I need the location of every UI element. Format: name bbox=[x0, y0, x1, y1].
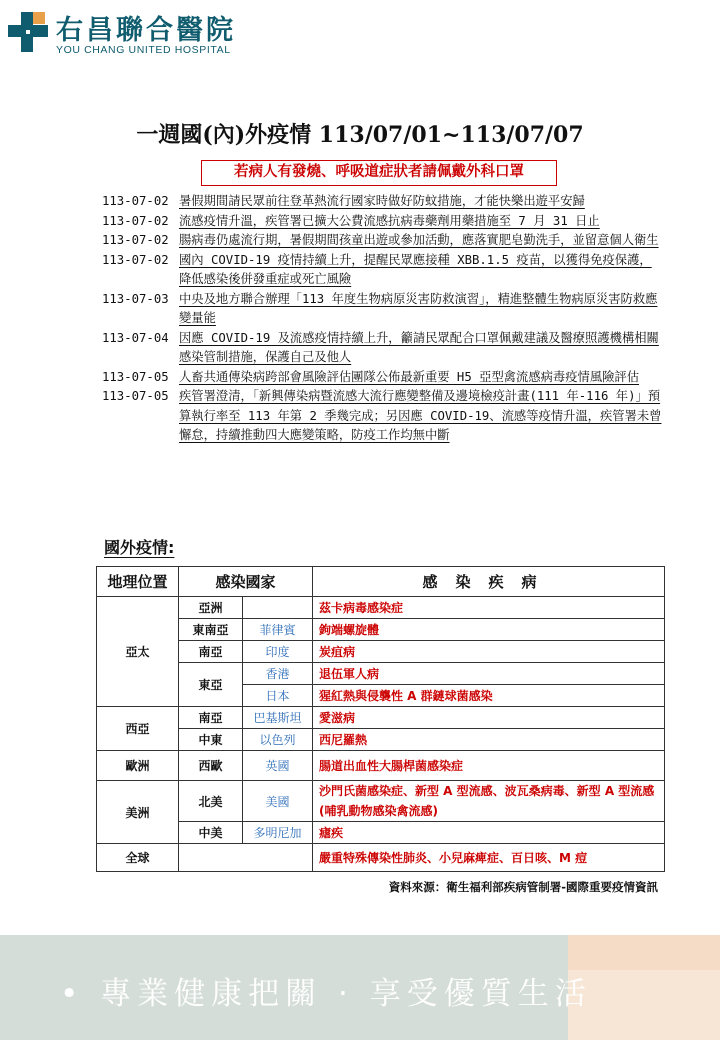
table-row bbox=[97, 641, 665, 663]
region-cell: 西亞 bbox=[97, 707, 179, 751]
table-row bbox=[97, 597, 665, 619]
country-cell: 以色列 bbox=[243, 729, 313, 751]
news-date: 113-07-02 bbox=[102, 252, 169, 267]
news-link[interactable]: 中央及地方聯合辦理「113 年度生物病原災害防救演習」，精進整體生物病原災害防救應變量能 bbox=[179, 291, 658, 325]
disease-cell: 炭疽病 bbox=[313, 641, 665, 663]
country-cell: 日本 bbox=[243, 685, 313, 707]
country-cell: 巴基斯坦 bbox=[243, 707, 313, 729]
data-source: 資料來源：衛生福利部疾病管制署-國際重要疫情資訊 bbox=[388, 880, 658, 894]
header-disease: 感染疾病 bbox=[313, 567, 665, 597]
hospital-name-zh: 右昌聯合醫院 bbox=[56, 15, 236, 46]
disease-cell: 愛滋病 bbox=[313, 707, 665, 729]
table-row bbox=[97, 844, 665, 872]
hospital-logo bbox=[6, 8, 266, 56]
news-link[interactable]: 暑假期間請民眾前往登革熱流行國家時做好防蚊措施，才能快樂出遊平安歸 bbox=[179, 194, 585, 208]
disease-cell: 沙門氏菌感染症、新型 A 型流感、波瓦桑病毒、新型 A 型流感(哺乳動物感染禽流感) bbox=[313, 781, 665, 822]
region-cell: 全球 bbox=[97, 844, 179, 872]
country-cell: 美國 bbox=[243, 781, 313, 822]
disease-cell: 瘧疾 bbox=[313, 822, 665, 844]
country-cell: 英國 bbox=[243, 751, 313, 781]
header-region: 地理位置 bbox=[97, 567, 179, 597]
news-link[interactable]: 因應 COVID-19 及流感疫情持續上升，籲請民眾配合口罩佩戴建議及醫療照護機構相關感染管制措施，保護自己及他人 bbox=[179, 330, 659, 364]
table-row bbox=[97, 751, 665, 781]
table-header-row bbox=[97, 567, 665, 597]
subregion-cell: 中美 bbox=[179, 822, 243, 844]
table-row bbox=[97, 663, 665, 685]
news-item bbox=[102, 387, 662, 446]
country-cell: 多明尼加 bbox=[243, 822, 313, 844]
country-cell: 印度 bbox=[243, 641, 313, 663]
subregion-cell: 中東 bbox=[179, 729, 243, 751]
subregion-cell: 南亞 bbox=[179, 707, 243, 729]
news-date: 113-07-05 bbox=[102, 369, 169, 384]
region-cell: 亞太 bbox=[97, 597, 179, 707]
disease-cell: 西尼羅熱 bbox=[313, 729, 665, 751]
news-item bbox=[102, 251, 662, 290]
subregion-cell: 東亞 bbox=[179, 663, 243, 707]
news-link[interactable]: 國內 COVID-19 疫情持續上升，提醒民眾應接種 XBB.1.5 疫苗，以獲得免疫保護，降低感染後併發重症或死亡風險 bbox=[179, 252, 652, 286]
disease-cell: 鉤端螺旋體 bbox=[313, 619, 665, 641]
empty-cell bbox=[179, 844, 313, 872]
foreign-epidemic-heading: 國外疫情: bbox=[104, 538, 175, 557]
disease-cell: 腸道出血性大腸桿菌感染症 bbox=[313, 751, 665, 781]
news-date: 113-07-02 bbox=[102, 213, 169, 228]
country-cell: 香港 bbox=[243, 663, 313, 685]
footer-slogan: • 專業健康把關 · 享受優質生活 bbox=[60, 976, 592, 1012]
hospital-name-en: YOU CHANG UNITED HOSPITAL bbox=[56, 44, 231, 56]
table-row bbox=[97, 729, 665, 751]
news-date: 113-07-05 bbox=[102, 389, 169, 403]
hospital-cross-icon bbox=[6, 10, 50, 54]
news-link[interactable]: 腸病毒仍處流行期，暑假期間孩童出遊或參加活動，應落實肥皂勤洗手，並留意個人衛生 bbox=[179, 233, 659, 247]
foreign-epidemic-table bbox=[96, 566, 665, 872]
country-cell: 菲律賓 bbox=[243, 619, 313, 641]
news-link[interactable]: 疾管署澄清，「新興傳染病暨流感大流行應變整備及邊境檢疫計畫(111 年-116 年)」預算執行率至 113 年第 2 季幾完成；另因應 COVID-19、流感等疫情升溫，疾管署未曾懈怠，持續推動四大應變策略，防疫工作均無中斷 bbox=[179, 389, 662, 442]
region-cell: 美洲 bbox=[97, 781, 179, 844]
table-row bbox=[97, 781, 665, 822]
subregion-cell: 亞洲 bbox=[179, 597, 243, 619]
news-date: 113-07-03 bbox=[102, 291, 169, 306]
news-link[interactable]: 流感疫情升溫，疾管署已擴大公費流感抗病毒藥劑用藥措施至 7 月 31 日止 bbox=[179, 213, 600, 228]
news-link[interactable]: 人畜共通傳染病跨部會風險評估團隊公佈最新重要 H5 亞型禽流感病毒疫情風險評估 bbox=[179, 369, 640, 384]
news-date: 113-07-02 bbox=[102, 194, 169, 208]
news-item bbox=[102, 231, 662, 251]
news-item bbox=[102, 368, 662, 388]
table-row bbox=[97, 707, 665, 729]
header-country: 感染國家 bbox=[179, 567, 313, 597]
news-item bbox=[102, 212, 662, 232]
disease-cell: 嚴重特殊傳染性肺炎、小兒麻痺症、百日咳、M 痘 bbox=[313, 844, 665, 872]
mask-notice: 若病人有發燒、呼吸道症狀者請佩戴外科口罩 bbox=[201, 160, 557, 186]
subregion-cell: 北美 bbox=[179, 781, 243, 822]
news-item bbox=[102, 290, 662, 329]
table-row bbox=[97, 822, 665, 844]
subregion-cell: 西歐 bbox=[179, 751, 243, 781]
news-item bbox=[102, 329, 662, 368]
table-row bbox=[97, 619, 665, 641]
country-cell bbox=[243, 597, 313, 619]
disease-cell: 退伍軍人病 bbox=[313, 663, 665, 685]
region-cell: 歐洲 bbox=[97, 751, 179, 781]
news-item bbox=[102, 192, 662, 212]
page-title: 一週國(內)外疫情 113/07/01~113/07/07 bbox=[136, 122, 584, 148]
subregion-cell: 東南亞 bbox=[179, 619, 243, 641]
news-date: 113-07-04 bbox=[102, 330, 169, 345]
disease-cell: 猩紅熱與侵襲性 A 群鏈球菌感染 bbox=[313, 685, 665, 707]
news-date: 113-07-02 bbox=[102, 233, 169, 247]
disease-cell: 茲卡病毒感染症 bbox=[313, 597, 665, 619]
subregion-cell: 南亞 bbox=[179, 641, 243, 663]
news-list bbox=[102, 192, 662, 446]
